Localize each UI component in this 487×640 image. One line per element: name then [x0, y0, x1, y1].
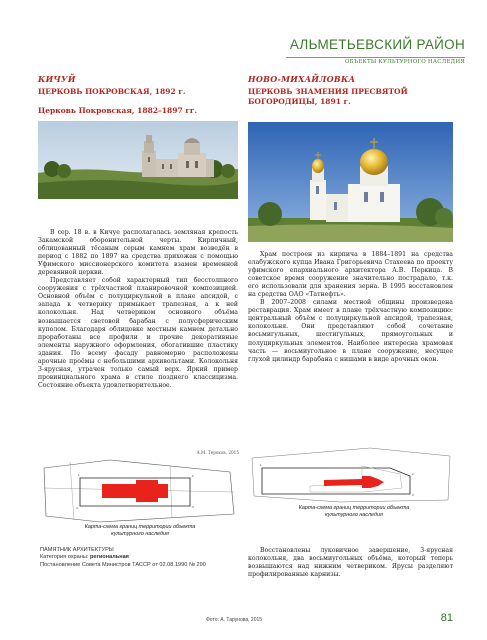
protection-category [40, 554, 240, 561]
photo-credit: Фото: А. Тарунова, 2015 [206, 617, 263, 623]
right-paragraph: Храм построен из кирпича в 1884–1891 на средства елабужского купца Ивана Григорьевича Стахеева по проекту уфимского епархиального архитектора А.В. Перкица. В советское время сооружение значительно пострадало, т.к. его использовали для хранения зерна. В 1995 восстановлен на средства ОАО «Татнефть». [248, 251, 453, 299]
right-bottom-text [248, 547, 453, 579]
svg-text:4: 4 [76, 506, 78, 510]
right-map-schematic [250, 446, 453, 504]
svg-text:1: 1 [78, 473, 80, 477]
left-body-text [38, 229, 238, 390]
svg-text:1: 1 [260, 463, 262, 467]
left-church-photo [38, 121, 238, 199]
left-map-schematic [40, 458, 238, 524]
left-territory-map [40, 458, 238, 524]
category-value: региональная [90, 554, 129, 561]
svg-text:2: 2 [412, 472, 414, 476]
right-church-photo [248, 122, 453, 242]
right-territory-map [250, 446, 453, 504]
category-label: Категория охраны: [40, 554, 90, 561]
left-church-subtitle: Церковь Покровская, 1882–1897 гг. [38, 106, 198, 115]
svg-text:3: 3 [192, 505, 194, 509]
decree-text: Постановление Совета Министров ТАССР от 02.08.1990 № 290 [40, 561, 206, 568]
monument-info [40, 547, 240, 569]
left-paragraph: В сер. 18 в. в Кичуе располагалась земляная крепость Закамской оборонительной черты. Кирпичный, облицованный тёсаным серым камнем храм возведён в период с 1882 по 1897 на средства прихожан с помощью Уфимского миссионерского комитета взамен временной деревянной церкви. [38, 229, 238, 277]
left-church-title: ЦЕРКОВЬ ПОКРОВСКАЯ, 1892 г. [38, 87, 186, 96]
left-village-name: КИЧУЙ [38, 74, 76, 84]
right-map-caption: Карта-схема границ территории объекта культурного наследия [298, 505, 410, 518]
page-number: 81 [440, 612, 453, 624]
region-title: АЛЬМЕТЬЕВСКИЙ РАЙОН [289, 37, 465, 52]
monument-type: ПАМЯТНИК АРХИТЕКТУРЫ [40, 547, 114, 553]
right-village-name: НОВО-МИХАЙЛОВКА [248, 74, 356, 84]
white-church-image [248, 122, 453, 242]
svg-text:3: 3 [412, 493, 414, 497]
left-map-caption: Карта-схема границ территории объекта культурного наследия [84, 524, 196, 537]
svg-text:2: 2 [192, 474, 194, 478]
region-subtitle: ОБЪЕКТЫ КУЛЬТУРНОГО НАСЛЕДИЯ [344, 59, 465, 65]
stone-church-image [38, 121, 238, 199]
left-paragraph: Представляет собой характерный тип бесстолпного сооружения с трёхчастной планировочной композицией. Основной объём с полуциркульной в плане апсидой, с запада к четверику примыкает трапезная, а к ней колокольня. Над четвериком основного объёма возвышается световой барабан с полусферическим куполом. Благодаря облицовке местным камнем детально проработаны все профили и прочие декоративные элементы наружного оформления, обогатившие пластику здания. По всему фасаду равномерно расположены арочные проёмы с небольшими архивольтами. Колокольня 3-ярусная, утрачен только самый верх. Яркий пример провинциального храма в стиле позднего классицизма. Состояние объекта удовлетворительное. [38, 277, 238, 389]
author-signature: А.М. Терехов, 2015 [196, 450, 239, 455]
right-body-text [248, 251, 453, 364]
right-bottom-paragraph: Восстановлены луковичное завершение, 3-ярусная колокольня, два восьмиугольных объёма, который теперь возвышаются над нижним четвериком. Ярусы разделяют профилированные карнизы. [248, 547, 453, 579]
header-divider [286, 57, 465, 58]
right-church-title: ЦЕРКОВЬ ЗНАМЕНИЯ ПРЕСВЯТОЙ БОГОРОДИЦЫ, 1891 г. [248, 87, 408, 106]
right-paragraph: В 2007–2008 силами местной общины произведена реставрация. Храм имеет в плане трёхчастную композицию: центральный объём с полуциркульной апсидой, трапезная, колокольня. Они представляют собой сочетание восьмигульных, шестигульных, прямоугольных и полуциркульных элементов. Наиболее интересна храмовая часть — восьмиугольное в плане сооружение, несущее глухой цилиндр барабана с нишами в виде арочных окон. [248, 299, 453, 363]
